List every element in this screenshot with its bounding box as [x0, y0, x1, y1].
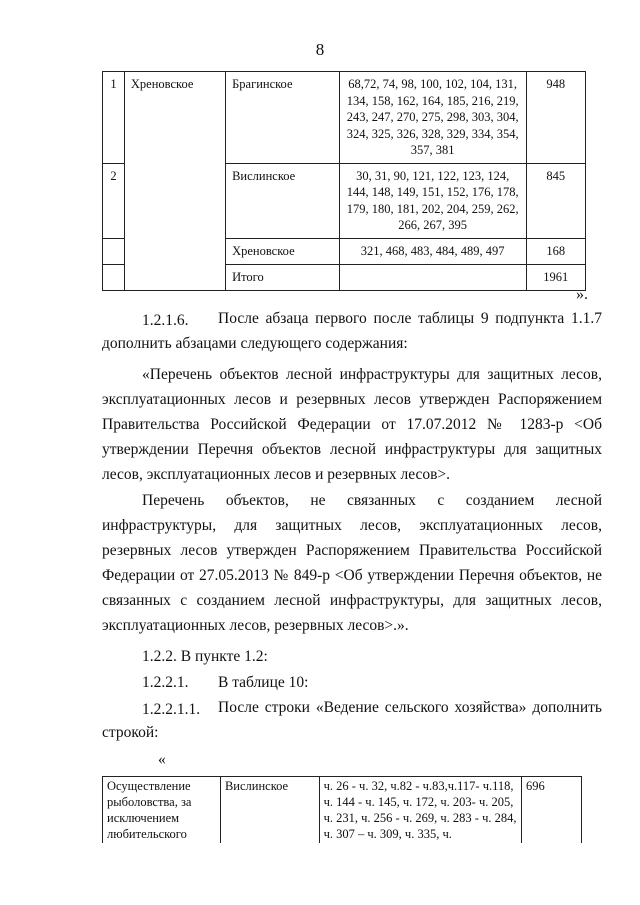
item-number: 1.2.2.1. [142, 674, 189, 691]
table-row [103, 238, 586, 264]
table-row [103, 264, 586, 290]
item-1-2-2: 1.2.2. В пункте 1.2: [142, 648, 268, 665]
closing-quote: ». [576, 286, 588, 303]
row-number [103, 264, 125, 290]
district-name: Вислинское [226, 163, 340, 238]
paragraph-infrastructure-list: «Перечень объектов лесной инфраструктуры для защитных лесов, эксплуатационных лесов и резервных лесов утвержден Распоряжением Правительства Российской Федерации от 17.07.2012 № 1283-р <Об утверждении Перечня объектов лесной инфраструктуры для защитных лесов, эксплуатационных лесов и резервных лесов>. [102, 366, 602, 483]
forestry-name [124, 238, 225, 264]
district-name: Вислинское [220, 777, 319, 844]
area-value: 845 [526, 163, 585, 238]
total-area-value: 1961 [526, 264, 585, 290]
quarter-numbers: 30, 31, 90, 121, 122, 123, 124, 144, 148, 149, 151, 152, 176, 178, 179, 180, 181, 202, 204, 259, 262, 266, 267, 395 [339, 163, 526, 238]
section-text: После абзаца первого после таблицы 9 подпункта 1.1.7 дополнить абзацами следующего содержания: [102, 310, 602, 352]
district-name: Брагинское [226, 72, 340, 164]
table-row [103, 72, 586, 164]
forestry-name [124, 264, 225, 290]
paragraph-non-infrastructure-list: Перечень объектов, не связанных с созданием лесной инфраструктуры, для защитных лесов, эксплуатационных лесов, резервных лесов утвержден Распоряжением Правительства Российской Федерации от 27.05.2013 № 849-р <Об утверждении Перечня объектов, не связанных с созданием лесной инфраструктуры, для защитных лесов, эксплуатационных лесов, резервных лесов>.». [102, 492, 602, 634]
row-number: 1 [103, 72, 125, 164]
quarter-numbers: 68,72, 74, 98, 100, 102, 104, 131, 134, 158, 162, 164, 185, 216, 219, 243, 247, 270, 275, 298, 303, 304, 324, 325, 326, 328, 329, 334, 354, 357, 381 [339, 72, 526, 164]
district-name: Хреновское [226, 238, 340, 264]
quarter-numbers [339, 264, 526, 290]
row-number: 2 [103, 163, 125, 238]
quarter-numbers: 321, 468, 483, 484, 489, 497 [339, 238, 526, 264]
table-row [103, 163, 586, 238]
area-value: 948 [526, 72, 585, 164]
forestry-name: Хреновское [124, 72, 225, 164]
forestry-name [124, 163, 225, 238]
activity-name: Осуществление рыболовства, за исключением любительского [103, 777, 221, 844]
forestry-table [102, 71, 586, 291]
row-number [103, 238, 125, 264]
section-number: 1.2.1.6. [142, 312, 189, 329]
quarter-parts: ч. 26 - ч. 32, ч.82 - ч.83,ч.117- ч.118, ч. 144 - ч. 145, ч. 172, ч. 203- ч. 205, ч. 231, ч. 256 - ч. 269, ч. 283 - ч. 284, ч. 307 – ч. 309, ч. 335, ч. [319, 777, 521, 844]
table-row [103, 777, 582, 844]
item-text: После строки «Ведение сельского хозяйства» дополнить строкой: [102, 699, 602, 741]
item-number: 1.2.2.1.1. [142, 701, 201, 718]
item-text: В таблице 10: [218, 674, 309, 691]
area-value: 696 [521, 777, 581, 844]
activity-table [102, 776, 582, 843]
opening-quote: « [158, 751, 166, 768]
page-number: 8 [315, 40, 325, 59]
total-label: Итого [226, 264, 340, 290]
area-value: 168 [526, 238, 585, 264]
